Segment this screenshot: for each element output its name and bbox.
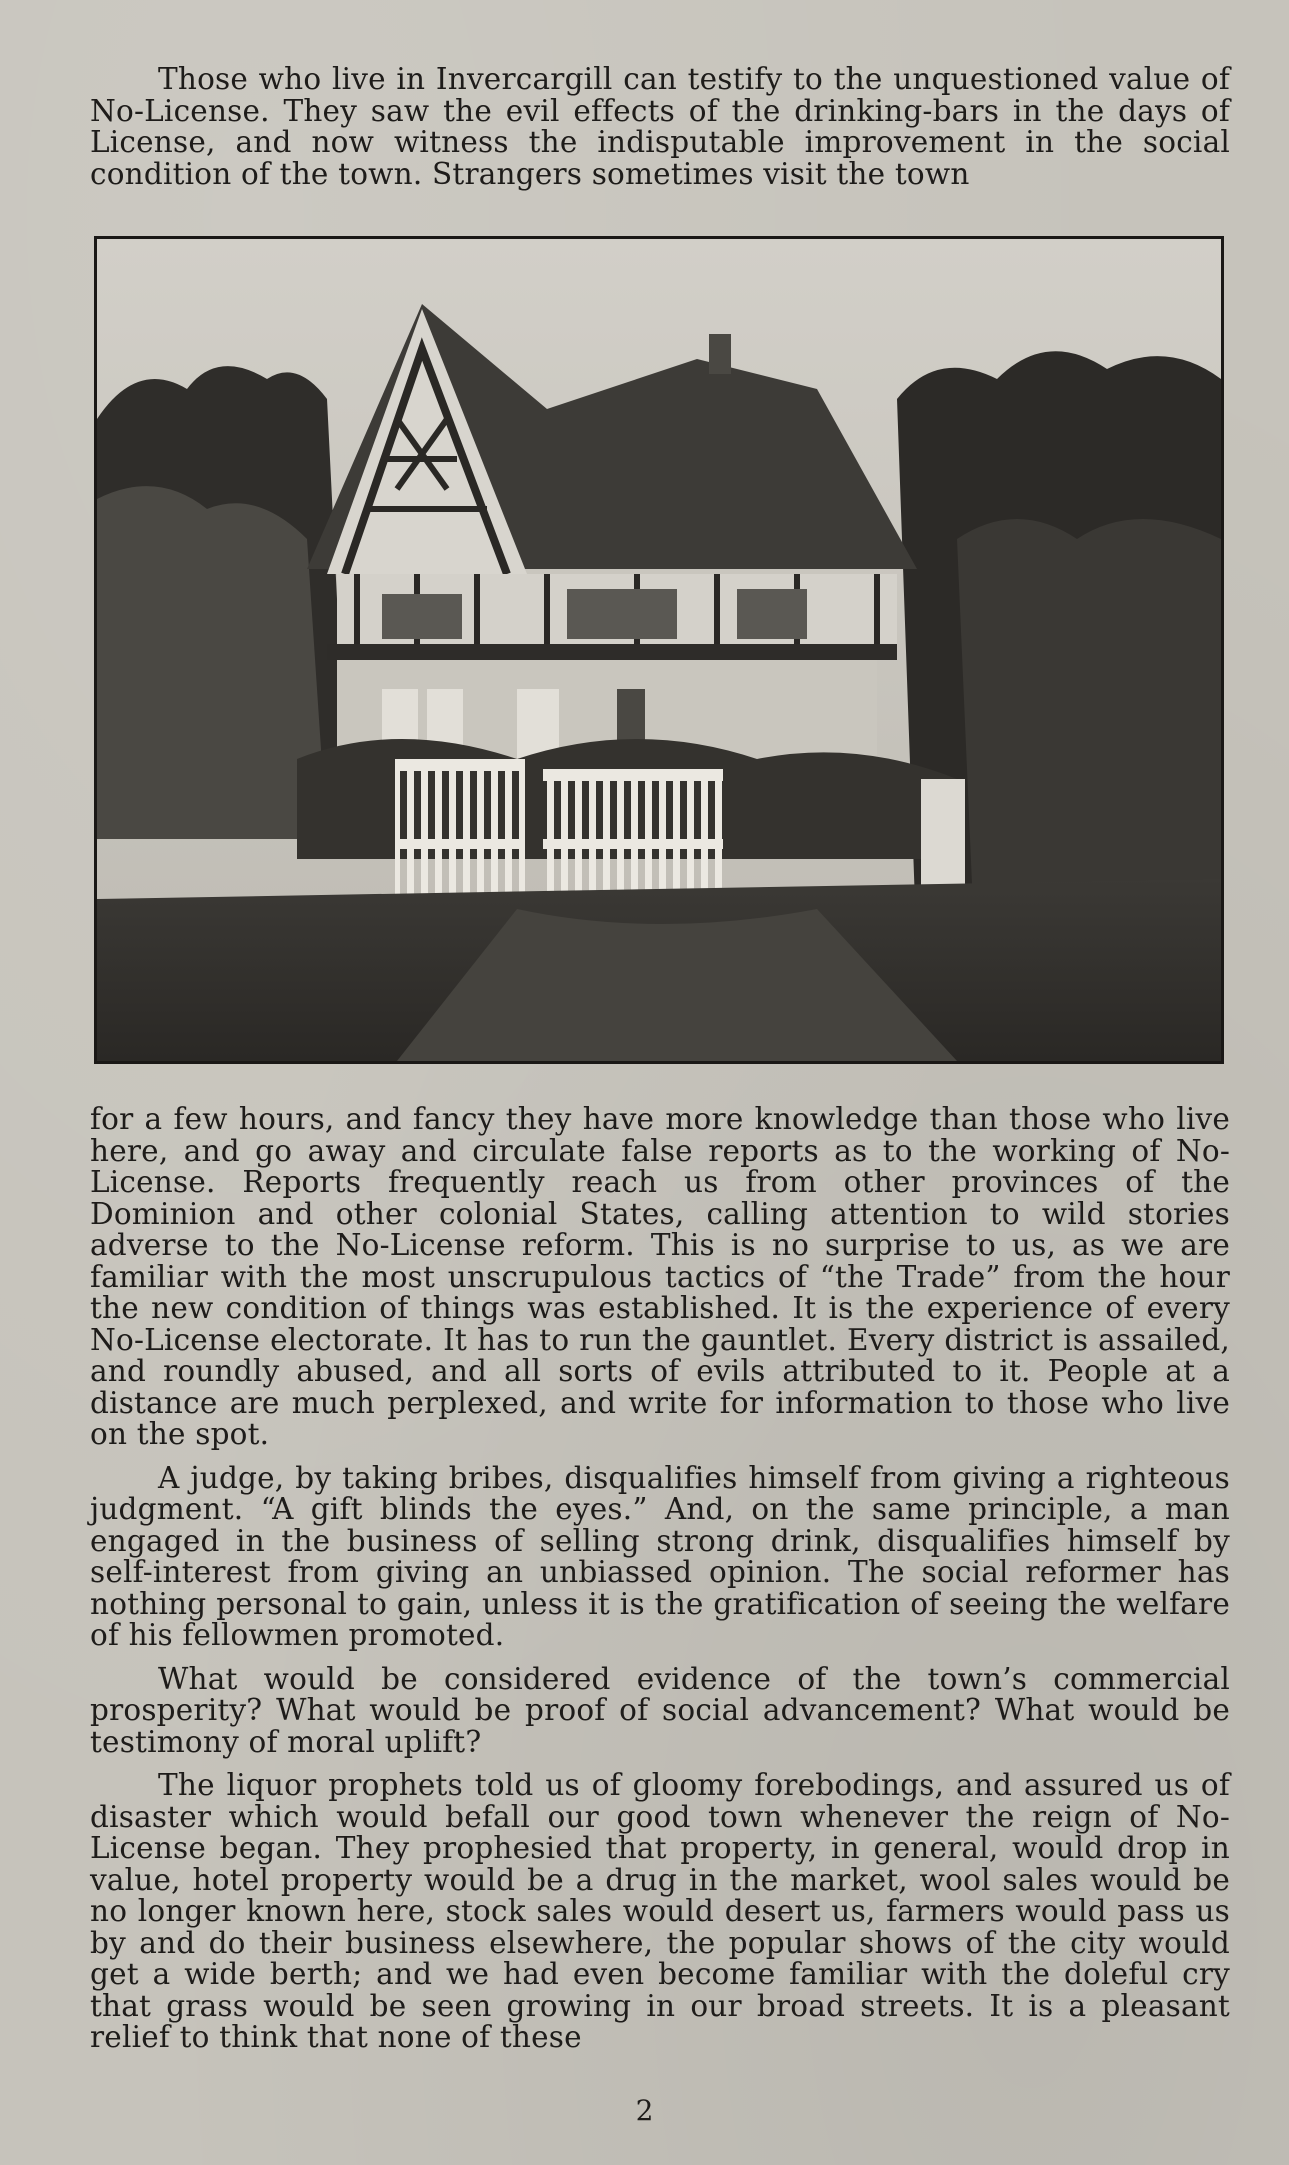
paragraph-continued: for a few hours, and fancy they have more knowledge than those who live here, and go away and circulate false reports as to the working of No-License. Reports frequently reach us from other provinces of the Dominion and other colonial States, calling attention to wild stories adverse to the No-License reform. This is no surprise to us, as we are familiar with the most unscrupulous tactics of “the Trade” from the hour the new condition of things was established. It is the experience of every No-License electorate. It has to run the gauntlet. Every district is assailed, and roundly abused, and all sorts of evils attributed to it. People at a distance are much perplexed, and write for information to those who live on the spot. [90,1102,1230,1451]
paragraph-question: What would be considered evidence of the town’s commercial prosperity? What would be proof of social advancement? What would be testimony of moral uplift? [90,1661,1230,1759]
house-photograph [94,236,1224,1064]
text-block-body [90,1104,1230,2054]
paragraph-judge: A judge, by taking bribes, disqualifies himself from giving a righteous judgment. “A gift blinds the eyes.” And, on the same principle, a man engaged in the business of selling strong drink, disqualifies himself by self-interest from giving an unbiassed opinion. The social reformer has nothing personal to gain, unless it is the gratification of seeing the welfare of his fellowmen promoted. [90,1460,1230,1652]
text-block-top [90,64,1230,190]
paragraph-prophets: The liquor prophets told us of gloomy forebodings, and assured us of disaster which would befall our good town whenever the reign of No-License began. They prophesied that property, in general, would drop in value, hotel property would be a drug in the market, wool sales would be no longer known here, stock sales would desert us, farmers would pass us by and do their business elsewhere, the popular shows of the city would get a wide berth; and we had even become familiar with the doleful cry that grass would be seen growing in our broad streets. It is a pleasant relief to think that none of these [90,1768,1230,2054]
page-number: 2 [635,2094,654,2127]
photograph-of-house-icon [97,239,1221,1061]
paragraph-intro: Those who live in Invercargill can testify to the unquestioned value of No-License. They saw the evil effects of the drinking-bars in the days of License, and now witness the indisputable improvement in the social condition of the town. Strangers sometimes visit the town [90,62,1230,191]
